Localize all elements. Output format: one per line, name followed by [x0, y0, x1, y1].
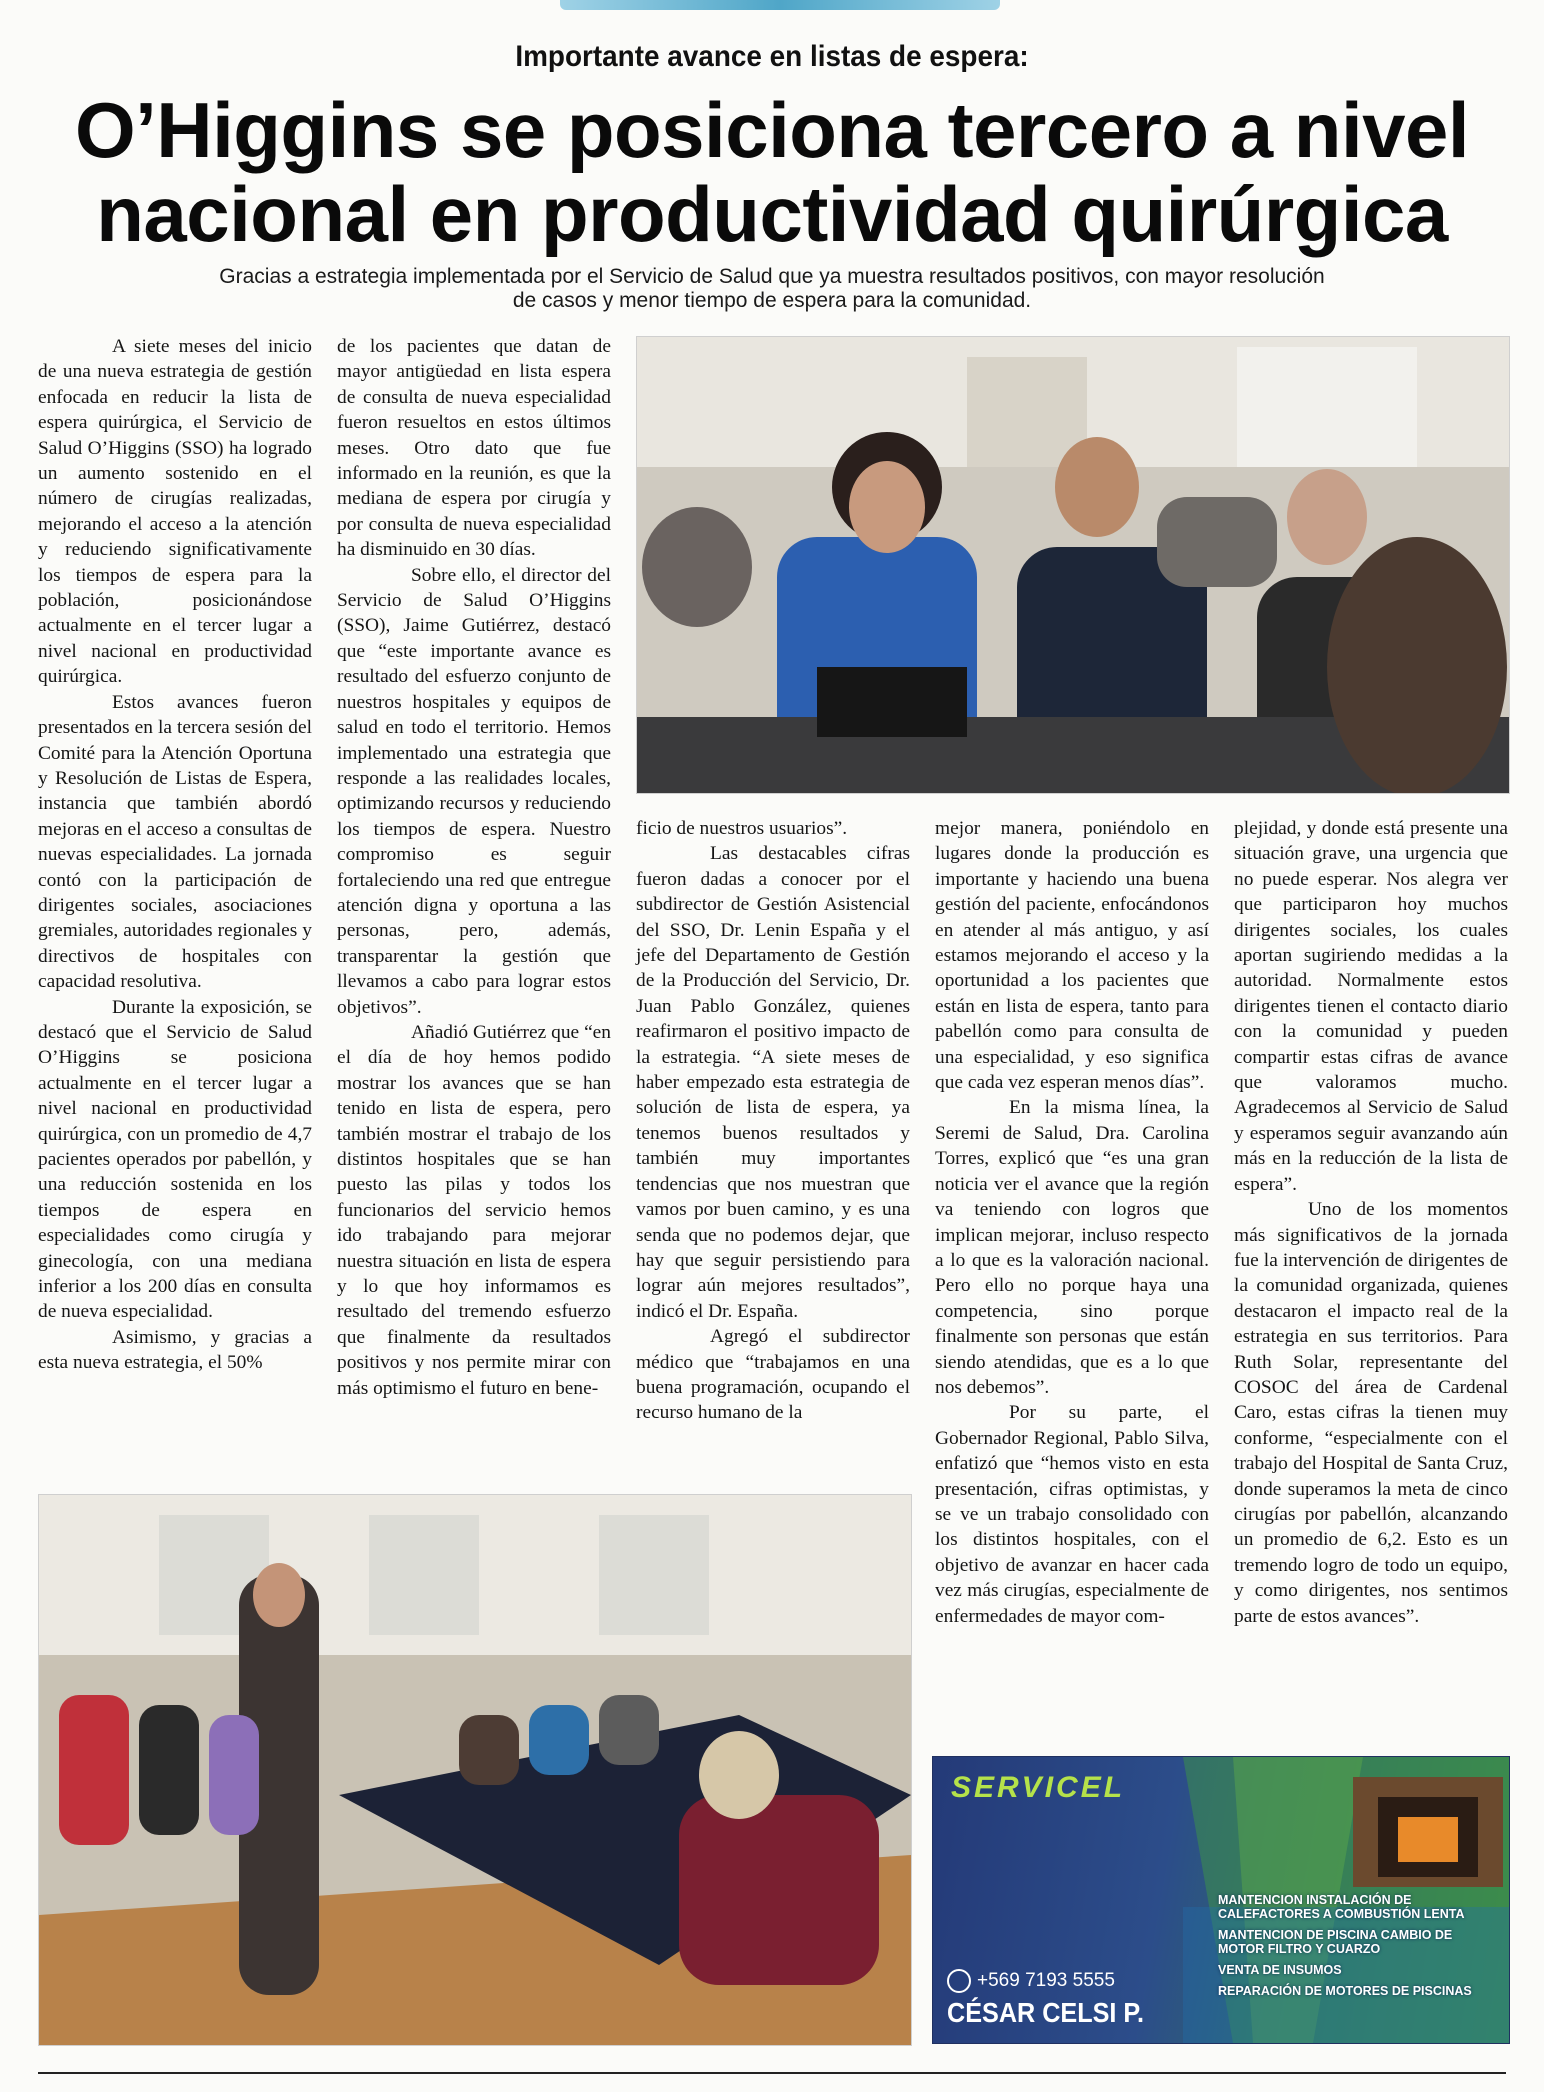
header-strip — [560, 0, 1000, 10]
paragraph: A siete meses del inicio de una nueva estrategia de gestión enfocada en reducir la lista de espera quirúrgica, el Servicio de Salud O’Higgins (SSO) ha logrado un aumento sostenido en el número de cirugías realizadas, mejorando el acceso a la atención y reduciendo significativamente los tiempos de espera para la población, posicionándose actualmente en el tercer lugar a nivel nacional en productividad quirúrgica. — [38, 336, 312, 688]
paragraph: Por su parte, el Gobernador Regional, Pablo Silva, enfatizó que “hemos visto en esta presentación, cifras optimistas, y se ve un trabajo consolidado con los distintos hospitales, con el objetivo de avanzar en hacer cada vez más cirugías, especialmente de enfermedades de mayor com- — [935, 1402, 1209, 1627]
headline-line-1: O’Higgins se posiciona tercero a nivel — [74, 86, 1470, 174]
paragraph: mejor manera, poniéndolo en lugares donde la producción es importante y haciendo una buena gestión del paciente, enfocándonos en atender al más antiguo, y así estamos mejorando el acceso y la oportunidad a los pacientes que están en lista de espera, tanto para pabellón como para consulta de una especialidad, y eso significa que cada vez esperan menos días”. — [935, 818, 1209, 1094]
subheadline-line-2: de casos y menor tiempo de espera para la comunidad. — [512, 289, 1032, 312]
text-column-3 — [636, 816, 910, 1426]
ad-contact-name: CÉSAR CELSI P. — [947, 1997, 1144, 2028]
text-column-1 — [38, 334, 312, 1376]
text-column-5 — [1234, 816, 1508, 1629]
paragraph: de los pacientes que datan de mayor antigüedad en lista espera de consulta de nueva especialidad fueron resueltos en estos últimos meses. Otro dato que fue informado en la reunión, es que la mediana de espera por cirugía y por consulta de nueva especialidad ha disminuido en 30 días. — [337, 336, 611, 561]
paragraph: Estos avances fueron presentados en la tercera sesión del Comité para la Atención Oportuna y Resolución de Listas de Espera, instancia que también abordó mejoras en el acceso a consultas de nuevas especialidades. La jornada contó con la participación de dirigentes sociales, asociaciones gremiales, autoridades regionales y directivos de hospitales con capacidad resolutiva. — [38, 691, 312, 993]
article-subheadline — [180, 265, 1364, 313]
ad-brand-logo: SERVICEL — [951, 1771, 1126, 1804]
paragraph: Uno de los momentos más significativos de la jornada fue la intervención de dirigentes de la comunidad organizada, quienes destacaron el impacto real de la estrategia en sus territorios. Para Ruth Solar, representante del COSOC del área de Cardenal Caro, estas cifras la tienen muy conforme, “especialmente con el trabajo del Hospital de Santa Cruz, donde superamos la meta de cinco cirugías por pabellón, alcanzando un promedio de 6,2. Esto es un tremendo logro de todo un equipo, y como dirigentes, nos sentimos parte de estos avances”. — [1234, 1199, 1508, 1627]
paragraph: Durante la exposición, se destacó que el Servicio de Salud O’Higgins se posiciona actualmente en el tercer lugar a nivel nacional en productividad quirúrgica, con un promedio de 4,7 pacientes operados por pabellón, y una reducción sostenida en los tiempos de espera en especialidades como cirugía y ginecología, con una mediana inferior a los 200 días en consulta de nueva especialidad. — [38, 996, 312, 1323]
paragraph: ficio de nuestros usuarios”. — [636, 818, 848, 839]
meeting-photo-top — [636, 336, 1510, 794]
article-kicker: Importante avance en listas de espera: — [515, 40, 1029, 73]
paragraph: Asimismo, y gracias a esta nueva estrategia, el 50% — [38, 1326, 312, 1374]
bottom-divider — [38, 2072, 1506, 2074]
ad-service-item: MANTENCION DE PISCINA CAMBIO DE MOTOR FILTRO Y CUARZO — [1218, 1928, 1453, 1956]
ad-phone-number: +569 7193 5555 — [977, 1970, 1115, 1992]
whatsapp-icon — [947, 1969, 971, 1993]
paragraph: plejidad, y donde está presente una situación grave, una urgencia que no puede esperar. Nos alegra ver que participaron hoy muchos dirigentes sociales, los cuales aportan sugiriendo medidas a la autoridad. Normalmente estos dirigentes tienen el contacto diario con la comunidad y pueden compartir estas cifras de avance que valoramos mucho. Agradecemos al Servicio de Salud y esperamos seguir avanzando aún más en la reducción de la lista de espera”. — [1234, 818, 1508, 1195]
ad-service-item: REPARACIÓN DE MOTORES DE PISCINAS — [1218, 1984, 1472, 1998]
text-column-4 — [935, 816, 1209, 1629]
paragraph: Sobre ello, el director del Servicio de Salud O’Higgins (SSO), Jaime Gutiérrez, destacó que “este importante avance es resultado del esfuerzo conjunto de nuestros hospitales y equipos de salud en todo el territorio. Hemos implementado una estrategia que responde a las realidades locales, optimizando recursos y reduciendo los tiempos de espera. Nuestro compromiso es seguir fortaleciendo una red que entregue atención digna y oportuna a las personas, pero, además, transparentar la gestión que llevamos a cabo para lograr estos objetivos”. — [337, 564, 611, 1018]
ad-phone — [947, 1969, 1115, 1993]
ad-service-item: VENTA DE INSUMOS — [1218, 1963, 1342, 1977]
paragraph: Las destacables cifras fueron dadas a conocer por el subdirector de Gestión Asistencial del SSO, Dr. Lenin España y el jefe del Departamento de Gestión de la Producción del Servicio, Dr. Juan Pablo González, quienes reafirmaron el positivo impacto de la estrategia. “A siete meses de haber empezado esta estrategia de solución de lista de espera, ya tenemos buenos resultados y también muy importantes tendencias que nos muestran que vamos por buen camino, y es una senda que no podemos dejar, que hay que seguir persistiendo para lograr aún mejores resultados”, indicó el Dr. España. — [636, 843, 910, 1322]
ad-services-list — [1218, 1893, 1502, 2005]
article-headline — [40, 88, 1504, 256]
paragraph: Agregó el subdirector médico que “trabajamos en una buena programación, ocupando el recurso humano de la — [636, 1326, 910, 1424]
ad-service-item: MANTENCION INSTALACIÓN DE CALEFACTORES A COMBUSTIÓN LENTA — [1218, 1893, 1465, 1921]
meeting-photo-bottom — [38, 1494, 912, 2046]
paragraph: En la misma línea, la Seremi de Salud, Dra. Carolina Torres, explicó que “es una gran noticia ver el avance que la región va teniendo con logros que implican mejorar, incluso respecto a lo que es la valoración nacional. Pero ello no porque haya una competencia, sino porque finalmente son personas que están siendo atendidas, que es a lo que nos debemos”. — [935, 1097, 1209, 1398]
text-column-2 — [337, 334, 611, 1401]
paragraph: Añadió Gutiérrez que “en el día de hoy hemos podido mostrar los avances que se han tenido en lista de espera, pero también mostrar el trabajo de los distintos hospitales que se han puesto las pilas y todos los funcionarios del servicio hemos ido trabajando para mejorar nuestra situación en lista de espera y lo que hoy informamos es resultado del tremendo esfuerzo que finalmente da resultados positivos y nos permite mirar con más optimismo el futuro en bene- — [337, 1021, 611, 1399]
headline-line-2: nacional en productividad quirúrgica — [96, 170, 1448, 258]
subheadline-line-1: Gracias a estrategia implementada por el Servicio de Salud que ya muestra resultados positivos, con mayor resolución — [219, 265, 1325, 288]
servicel-advertisement — [932, 1756, 1510, 2044]
